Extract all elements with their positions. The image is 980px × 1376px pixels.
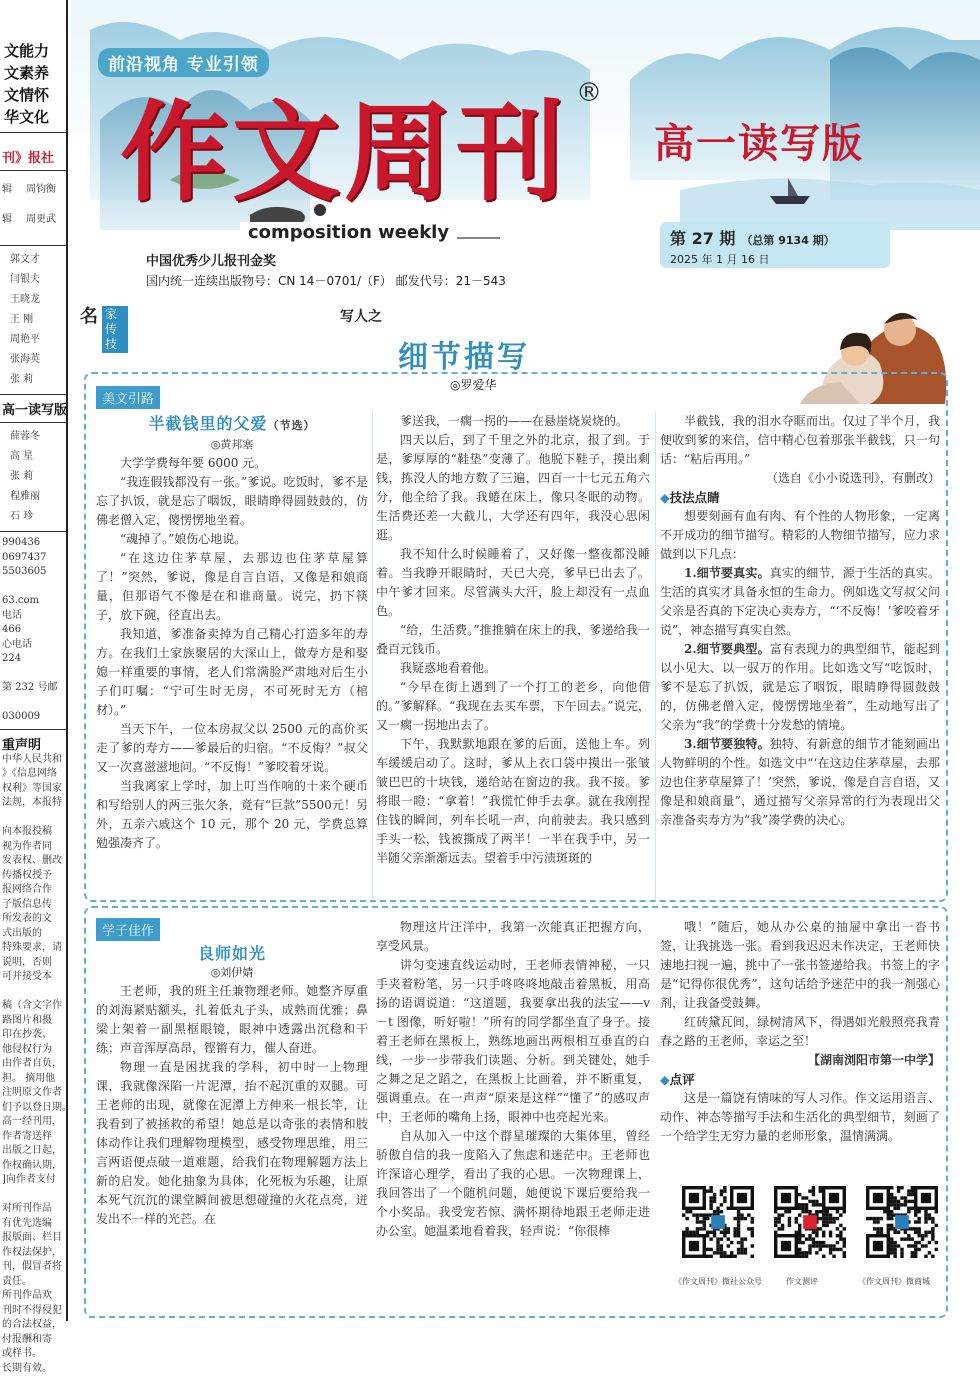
- strip-contact-line: [0, 696, 66, 711]
- article1-title-suffix: （节选）: [268, 419, 316, 432]
- article1-column-2: [376, 412, 650, 898]
- strip-notice-line: 他侵权行为: [0, 1043, 66, 1058]
- article2-column-1: [96, 944, 368, 1314]
- article1-paragraph: 我知道，爹准备卖掉为自己精心打造多年的寿方。在我们土家族聚居的大深山上，做寿方是和娶媳一样重要的事情，老人们常满脸严肃地对后生小子们叮嘱：“宁可生时无房，不可死时无方（棺材）。”: [96, 625, 368, 720]
- issue-label: 第 27 期: [670, 229, 735, 248]
- article2-school: 【湖南浏阳市第一中学】: [660, 1051, 940, 1070]
- article2-title: 良师如光: [96, 944, 368, 963]
- tips-point: [660, 640, 940, 735]
- article2-paragraphs: [660, 918, 940, 1051]
- qr-code-icon[interactable]: [866, 1186, 938, 1258]
- article2-paragraph: 讲匀变速直线运动时，王老师表情神秘，一只手夹着粉笔，另一只手咚咚咚地敲击着黑板，用高扬的语调说道：“这道题，我要拿出我的法宝——v－t 图像，听好啦！”所有的同学都坐直了身子。接着王老师在黑板上，熟练地画出两根相互垂直的白线，一步一步带我们读题、分析。到关键处，她手之舞之足之蹈之，在黑板上比画着，并不断重复，强调重点。在一声声“原来是这样”“懂了”的感叹声中，王老师的嘴角上扬，眼神中也亮起光来。: [376, 956, 650, 1127]
- strip-contact-line: 5503605: [0, 565, 66, 580]
- left-masthead-strip: [0, 0, 68, 1321]
- strip-contact-line: 心电话: [0, 638, 66, 653]
- strip-contacts: [0, 536, 66, 725]
- strip-contact-line: 224: [0, 652, 66, 667]
- strip-name: 郭文才: [8, 250, 66, 270]
- strip-name-list: [0, 250, 66, 390]
- strip-divider: [0, 132, 66, 133]
- issue-date: 2025 年 1 月 16 日: [670, 251, 880, 267]
- qr-code-icon[interactable]: [774, 1186, 846, 1258]
- tips-intro: 想要刻画有血有肉、有个性的人物形象，一定离不开成功的细节描写。精彩的人物细节描写，应力求做到以下几点：: [660, 507, 940, 564]
- strip-slogan: [0, 0, 66, 128]
- strip-slogan-line: 文情怀: [4, 84, 66, 106]
- strip-notice-line: 高一经刊用，: [0, 1115, 66, 1130]
- strip-notice-line: 发表权、删改: [0, 854, 66, 869]
- strip-divider: [0, 245, 66, 246]
- strip-name: 张 莉: [8, 370, 66, 390]
- tips-point-head: 3.细节要独特。: [684, 737, 770, 751]
- strip-notice-line: 中华人民共和: [0, 753, 66, 768]
- main-content: [70, 300, 980, 1321]
- strip-notice-line: 报网络合作: [0, 883, 66, 898]
- strip-notice-line: 印在抄袭、: [0, 1028, 66, 1043]
- diamond-icon: ◆: [660, 490, 670, 505]
- strip-contact-line: 990436: [0, 536, 66, 551]
- article1-paragraphs: [96, 454, 368, 853]
- article1-paragraph: “给，生活费。”推推躺在床上的我，爹递给我一叠百元钱币。: [376, 621, 650, 659]
- qr-code-icon[interactable]: [682, 1186, 754, 1258]
- strip-name: 周艳平: [8, 330, 66, 350]
- page-author: ◎罗爱华: [450, 376, 496, 393]
- article1-paragraph: 半截钱，我的泪水夺眶而出。仅过了半个月，我便收到爹的来信，信中精心包着那张半截钱，只一句话：“粘后再用。”: [660, 412, 940, 469]
- article1-title-text: 半截钱里的父爱: [148, 414, 267, 433]
- strip-notice-title: 重声明: [0, 734, 66, 753]
- tips-heading: [660, 488, 940, 507]
- strip-slogan-line: 文素养: [4, 62, 66, 84]
- strip-name: 程雅丽: [8, 487, 66, 507]
- strip-notice-line: 式出版的: [0, 927, 66, 942]
- article1-column-1: [96, 414, 368, 900]
- column-mark-box: 家传技: [102, 306, 128, 353]
- strip-name: 石 珍: [8, 507, 66, 527]
- strip-notice-line: 说明，否则: [0, 956, 66, 971]
- tips-point-body: 真实的细节，源于生活的真实。生活的真实才具备永恒的生命力。例如选文写叔父问父亲是否真的下定决心卖寿方，“‘不反悔！’爹咬着牙说”，神态描写真实自然。: [660, 566, 940, 637]
- article1-paragraph: 大学学费每年要 6000 元。: [96, 454, 368, 473]
- article2-column-3: [660, 918, 940, 1096]
- qr-code-group: [682, 1186, 942, 1314]
- comment-text: 这是一篇饶有情味的写人习作。作文运用语言、动作、神态等描写手法和生活化的典型细节，刻画了一个给学生无穷力量的老师形象，温情满满。: [660, 1089, 940, 1146]
- article1-title: [96, 414, 368, 435]
- column-mark-big: 名: [80, 302, 98, 328]
- strip-contact-line: [0, 667, 66, 682]
- strip-contact-line: 466: [0, 623, 66, 638]
- strip-notice-line: [0, 811, 66, 826]
- article1-paragraphs: [376, 412, 650, 868]
- strip-staff-role: 辑: [2, 184, 12, 195]
- article2-paragraph: 自从加入一中这个群星璀璨的大集体里，曾经骄傲自信的我一度陷入了焦虑和迷茫中。王老师也许深谙心理学，看出了我的心思。一次物理课上，我回答出了一个随机问题，她便说下课后要给我一个小奖品。我受宠若惊、满怀期待地跟王老师走进办公室。她温柔地看着我，轻声说：“你很棒: [376, 1127, 650, 1241]
- strip-slogan-line: 文能力: [4, 40, 66, 62]
- strip-notice: [0, 753, 66, 1376]
- strip-divider: [0, 531, 66, 532]
- article1-paragraph: 当天下午，一位本房叔父以 2500 元的高价买走了爹的寿方——爹最后的归宿。“不反悔？”叔父又一次喜滋滋地问。“不反悔！”爹咬着牙说。: [96, 720, 368, 777]
- strip-notice-line: ]向作者支付: [0, 1173, 66, 1188]
- strip-name: 闫银夫: [8, 270, 66, 290]
- article1-paragraph: 我疑惑地看着他。: [376, 659, 650, 678]
- tips-point-head: 1.细节要真实。: [684, 566, 770, 580]
- article2-paragraph: 物理这片汪洋中，我第一次能真正把握方向，享受风景。: [376, 918, 650, 956]
- article1-source: （选自《小小说选刊》，有删改）: [660, 469, 940, 488]
- tips-point: [660, 735, 940, 830]
- strip-notice-line: 有优先选编: [0, 1217, 66, 1232]
- strip-contact-line: [0, 580, 66, 595]
- article2-paragraph: 王老师，我的班主任兼物理老师。她整齐厚重的刘海紧贴额头，扎着低丸子头，成熟而优雅；鼻梁上架着一副黑框眼镜，眼神中透露出沉稳和干练；声音浑厚高昂，铿锵有力，催人奋进。: [96, 982, 368, 1058]
- registered-mark: ®: [576, 78, 602, 108]
- strip-contact-line: 第 232 号邮: [0, 681, 66, 696]
- strip-notice-line: 的合法权益，: [0, 1318, 66, 1333]
- strip-notice-line: 长期有效。: [0, 1362, 66, 1376]
- page-title: 细节描写: [398, 332, 530, 376]
- article1-column-3: [660, 412, 940, 898]
- strip-contact-line: 电话: [0, 609, 66, 624]
- article2-author: ◎刘伊婧: [96, 963, 368, 982]
- strip-name-list-2: [0, 427, 66, 527]
- tips-heading-text: 技法点睛: [670, 490, 720, 505]
- strip-contact-line: 63.com: [0, 594, 66, 609]
- strip-contact-line: 030009: [0, 710, 66, 725]
- award-line: 中国优秀少儿报刊金奖: [146, 250, 276, 269]
- column-divider: [655, 412, 656, 900]
- strip-staff-row: [0, 205, 66, 235]
- qr-caption: 《作文周刊》微商城: [858, 1276, 930, 1287]
- tips-point-body: 独特、有新意的细节才能刻画出人物鲜明的个性。如选文中“‘在这边住茅草屋，去那边也住茅草屋算了！’突然，爹说，像是自言自语，又像是和娘商量”，通过描写父亲异常的行为表现出父亲准备卖寿方为“我”凑学费的决心。: [660, 737, 940, 827]
- article1-paragraph: 我不知什么时候睡着了，又好像一整夜都没睡着。当我睁开眼睛时，天已大亮，爹早已出去了。中午爹才回来。尽管满头大汗，脸上却没有一点血色。: [376, 545, 650, 621]
- strip-notice-line: 所刊作品欢: [0, 1289, 66, 1304]
- strip-notice-line: 所发表的文: [0, 912, 66, 927]
- diamond-icon: ◆: [660, 1072, 670, 1087]
- strip-divider: [0, 729, 66, 730]
- article1-paragraph: 爹送我，一瘸一拐的——在悬崖烧炭烧的。: [376, 412, 650, 431]
- title-prefix: 写人之: [340, 306, 382, 326]
- strip-notice-line: 对所刊作品: [0, 1202, 66, 1217]
- strip-contact-line: 0697437: [0, 551, 66, 566]
- article2-column-2: [376, 918, 650, 1314]
- strip-notice-line: [0, 985, 66, 1000]
- comment-heading: [660, 1070, 940, 1089]
- strip-divider: [0, 394, 66, 395]
- strip-notice-line: [0, 1188, 66, 1203]
- strip-notice-line: 作权法保护，: [0, 1246, 66, 1261]
- issue-number: [670, 226, 880, 249]
- strip-name: 张 莉: [8, 467, 66, 487]
- strip-notice-line: 路图片和摄: [0, 1014, 66, 1029]
- strip-notice-line: 注明原文作者: [0, 1086, 66, 1101]
- strip-notice-line: 稿（含文字作: [0, 999, 66, 1014]
- strip-edition: 高一读写版: [0, 399, 66, 418]
- issue-box: [660, 222, 890, 268]
- strip-notice-line: 刊，假冒者将: [0, 1260, 66, 1275]
- strip-name: 张海英: [8, 350, 66, 370]
- strip-notice-line: 向本报投稿: [0, 825, 66, 840]
- strip-staff-row: [0, 175, 66, 205]
- qr-caption: 作文测评: [786, 1276, 818, 1287]
- article1-paragraph: “在这边住茅草屋，去那边也住茅草屋算了！”突然，爹说，像是自言自语，又像是和娘商量，但那语气不像是在和谁商量。说完，扔下筷子，放下碗，径直出去。: [96, 549, 368, 625]
- strip-notice-line: 出版之日起，: [0, 1144, 66, 1159]
- strip-slogan-line: 华文化: [4, 106, 66, 128]
- strip-notice-line: 责任。: [0, 1275, 66, 1290]
- issue-total: （总第 9134 期）: [741, 234, 834, 247]
- strip-paper-name: 刊》报社: [0, 147, 66, 166]
- strip-name: 王 刚: [8, 310, 66, 330]
- strip-divider: [0, 170, 66, 171]
- section-label-student-essay: 学子佳作: [96, 918, 160, 941]
- strip-staff-role: 辑: [2, 214, 12, 225]
- strip-notice-line: 法规，本报特: [0, 796, 66, 811]
- article1-paragraphs: [660, 412, 940, 469]
- strip-notice-line: 报版面、栏目: [0, 1231, 66, 1246]
- article1-paragraph: “我连假钱都没有一张。”爹说。吃饭时，爹不是忘了扒饭，就是忘了咽饭，眼睛睁得圆鼓鼓的，仿佛老僧入定，傻愣愣地坐着。: [96, 473, 368, 530]
- strip-notice-line: 》《信息网络: [0, 767, 66, 782]
- article2-paragraphs: [376, 918, 650, 1241]
- strip-name: 高 星: [8, 447, 66, 467]
- strip-notice-line: 作者寄送样: [0, 1130, 66, 1145]
- tips-point-body: 富有表现力的典型细节，能起到以小见大、以一驭万的作用。比如选文写“吃饭时，爹不是忘了扒饭，就是忘了咽饭，眼睛睁得圆鼓鼓的，仿佛老僧入定，傻愣愣地坐着”，生动地写出了父亲为“我”的学费十分发愁的情境。: [660, 642, 940, 732]
- strip-name: 薛蓉冬: [8, 427, 66, 447]
- strip-notice-line: 可并接受本: [0, 970, 66, 985]
- strip-notice-line: 们予以登日期。: [0, 1101, 66, 1116]
- strip-notice-line: 作权确认期，: [0, 1159, 66, 1174]
- qr-caption: 《作文周刊》微社公众号: [674, 1276, 762, 1287]
- edition-title: 高一读写版: [654, 112, 864, 169]
- article2-paragraphs: [96, 982, 368, 1229]
- strip-notice-line: 由作者自负，: [0, 1057, 66, 1072]
- strip-staff-name: 周更武: [26, 214, 56, 225]
- article2-paragraph: 哦！”随后，她从办公桌的抽屉中拿出一沓书签，让我挑选一张。看到我迟迟未作决定，王老师快速地扫视一遍，挑中了一张书签递给我。书签上的字是“记得你很优秀”，这句话给予迷茫中的我一剂强心剂，让我备受鼓舞。: [660, 918, 940, 1013]
- article2-paragraph: 红砖黛瓦间，绿树清风下，得遇如光般照亮我青春之路的王老师，幸运之至！: [660, 1013, 940, 1051]
- strip-notice-line: 付报酬和寄: [0, 1333, 66, 1348]
- article1-paragraph: “魂掉了。”娘伤心地说。: [96, 530, 368, 549]
- strip-notice-line: 特殊要求，请: [0, 941, 66, 956]
- strip-staff-name: 周钧衡: [26, 184, 56, 195]
- strip-divider: [0, 422, 66, 423]
- header: [70, 0, 980, 300]
- tips-point: [660, 564, 940, 640]
- article1-paragraph: 四天以后，到了千里之外的北京，报了到。于是，爹厚厚的“鞋垫”变薄了。他脱下鞋子，摸出剩钱，拣没人的地方数了三遍，四百一十七元五角六分，他全给了我。我蜷在床上，像只冬眠的动物。生活费还差一大截儿，大学还有四年，我没心思闲逛。: [376, 431, 650, 545]
- comment-heading-text: 点评: [670, 1072, 695, 1087]
- article2-paragraph: 物理一直是困扰我的学科，初中时一上物理课，我就像深陷一片泥潭，抬不起沉重的双腿。可王老师的出现，就像在泥潭上方伸来一根长竿，让我看到了被拯救的希望！她总是以奇张的表情和肢体动作让我们理解物理模型，感受物理思维，用三言两语便点破一道难题，给我们在物理解题方法上新的启发。她化抽象为具体，化死板为乐趣，让原本死气沉沉的课堂瞬间被思想碰撞的火花点亮，迸发出不一样的光芒。在: [96, 1058, 368, 1229]
- strip-name: 王晓龙: [8, 290, 66, 310]
- masthead-title: 作文周刊: [120, 88, 568, 218]
- strip-notice-line: 担。 摘用他: [0, 1072, 66, 1087]
- english-name: composition weekly: [240, 222, 457, 243]
- strip-staff-top: [0, 175, 66, 235]
- column-mark: [80, 302, 128, 342]
- strip-notice-line: 子版信息传: [0, 898, 66, 913]
- header-tagline: 前沿视角 专业引领: [98, 48, 269, 77]
- strip-notice-line: 或样书。: [0, 1347, 66, 1362]
- article1-paragraph: 下午，我默默地跟在爹的后面，送他上车。列车缓缓启动了。这时，爹从上衣口袋中摸出一张皱皱巴巴的十块钱，递给站在窗边的我。我不接。爹将眼一瞪：“拿着！”我慌忙伸手去拿。就在我刚捏住钱的瞬间，列车长吼一声，向前驶去。我只感到手头一松，钱被撕成了两半！一半在我手中，另一半随父亲渐渐远去。望着手中污渍斑斑的: [376, 735, 650, 868]
- article1-author: ◎黄邦塞: [96, 435, 368, 454]
- strip-notice-line: 视为作者同: [0, 840, 66, 855]
- strip-notice-line: 传播权授予: [0, 869, 66, 884]
- column-divider: [372, 412, 373, 900]
- article1-paragraph: 当我离家上学时，加上叮当作响的十来个硬币和写给别人的两三张欠条，竟有“巨款”5500元！另外，五亲六戚这个 10 元，那个 20 元，学费总算勉强凑齐了。: [96, 777, 368, 853]
- tips-point-head: 2.细节要典型。: [684, 642, 770, 656]
- strip-notice-line: 刊时不得侵犯: [0, 1304, 66, 1319]
- article1-paragraph: “今早在街上遇到了一个打工的老乡，向他借的。”爹解释。“我现在去买车票，下午回去。”说完，又一瘸一拐地出去了。: [376, 678, 650, 735]
- publication-number: 国内统一连续出版物号：CN 14－0701/（F） 邮发代号：21－543: [146, 272, 506, 289]
- tips-points: [660, 564, 940, 830]
- strip-notice-line: 权利》等国家: [0, 782, 66, 797]
- section-label-model-essay: 美文引路: [96, 386, 160, 409]
